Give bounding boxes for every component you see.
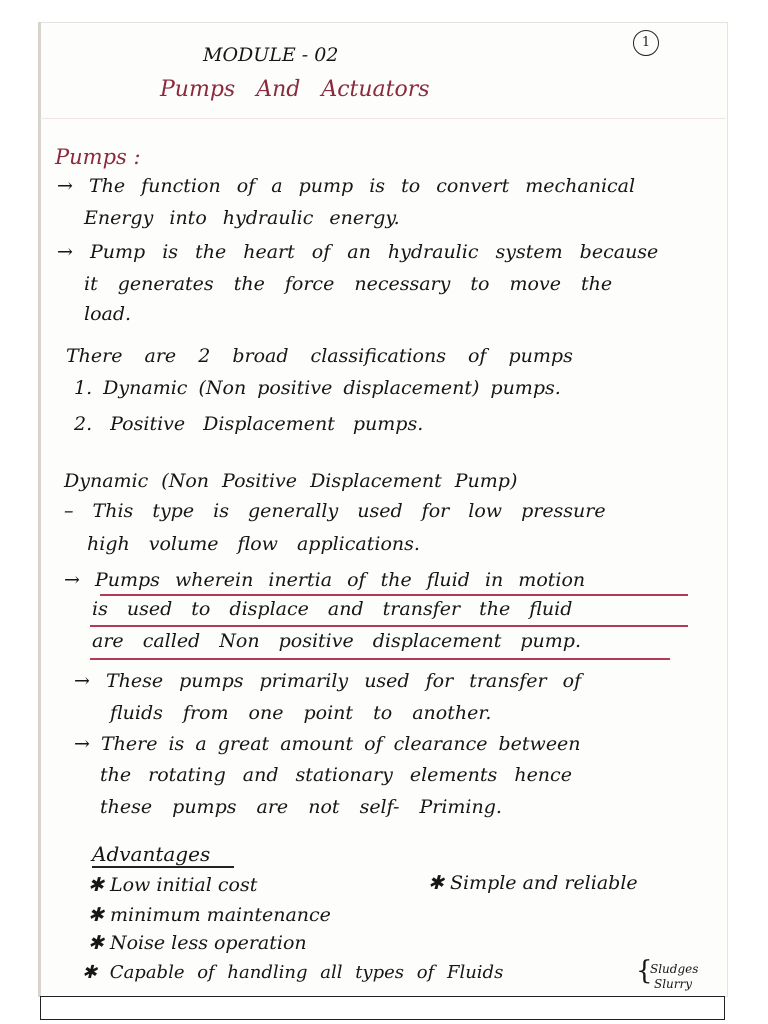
highlight-underline [100,594,688,596]
pumps-line: it generates the force necessary to move the [84,273,613,295]
dynamic-line: fluids from one point to another. [110,702,492,724]
section-heading-pumps: Pumps : [55,145,141,169]
advantage-item: ✱ Capable of handling all types of Fluids [82,962,504,983]
page-rule [40,118,726,119]
dynamic-line: → There is a great amount of clearance between [74,733,581,755]
dynamic-line: high volume flow applications. [87,533,420,555]
section-heading-dynamic: Dynamic (Non Positive Displacement Pump) [64,470,518,492]
pumps-line: → Pump is the heart of an hydraulic system because [57,241,659,263]
advantage-item: ✱ Low initial cost [88,874,258,896]
dynamic-line: the rotating and stationary elements hence [100,764,572,786]
advantages-underline [92,866,234,868]
page-edge [38,22,41,997]
highlight-line: are called Non positive displacement pump. [92,630,581,652]
pumps-line: → The function of a pump is to convert mechanical [57,175,636,197]
pumps-line: load. [84,303,132,325]
pumps-line: Energy into hydraulic energy. [84,207,400,229]
dynamic-line: these pumps are not self- Priming. [100,796,502,818]
brace-item: Sludges [650,962,699,976]
highlight-line: is used to displace and transfer the fluid [92,598,573,620]
classification-item: 2. Positive Displacement pumps. [74,413,424,435]
advantage-item: ✱ Simple and reliable [428,872,638,894]
dynamic-line: → These pumps primarily used for transfer of [74,670,582,692]
brace-symbol: { [636,956,653,986]
highlight-line: → Pumps wherein inertia of the fluid in motion [64,569,586,591]
highlight-underline [90,658,670,660]
brace-item: Slurry [654,977,693,991]
dynamic-line: – This type is generally used for low pressure [64,500,606,522]
page-title: Pumps And Actuators [160,77,430,102]
advantage-item: ✱ minimum maintenance [88,904,331,926]
page-number: 1 [633,30,659,56]
classification-intro: There are 2 broad classifications of pumps [66,345,573,367]
advantage-item: ✱ Noise less operation [88,932,307,954]
highlight-underline [90,625,688,627]
footer-box [40,996,725,1020]
section-heading-advantages: Advantages [92,842,211,866]
module-label: MODULE - 02 [203,44,339,66]
classification-item: 1. Dynamic (Non positive displacement) pumps. [74,377,561,399]
